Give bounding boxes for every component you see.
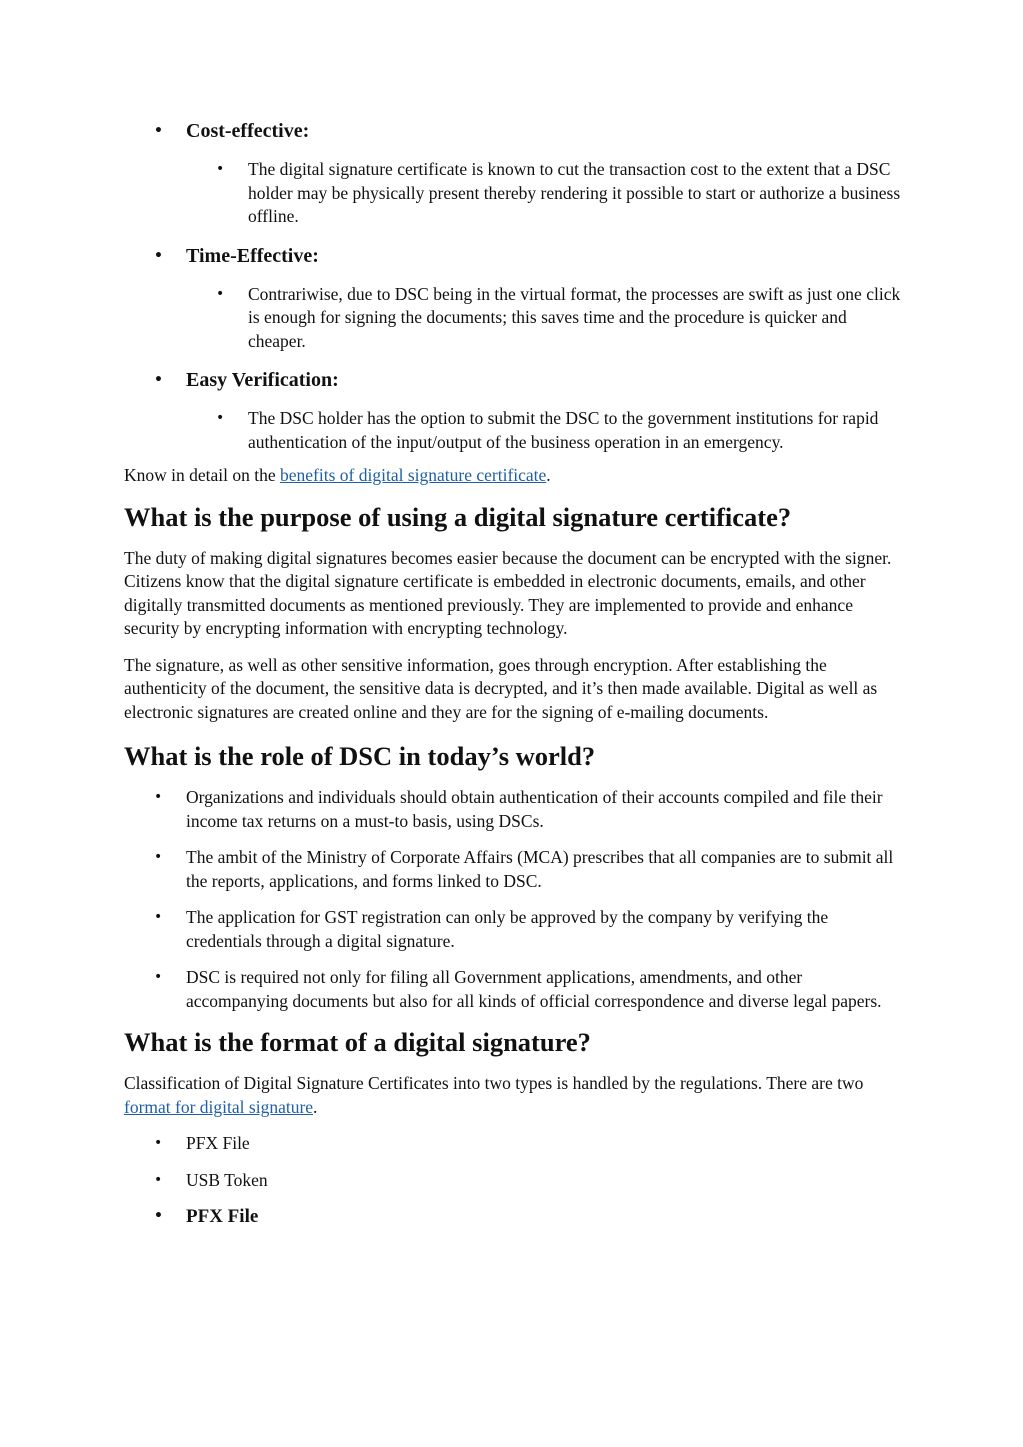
format-intro-prefix: Classification of Digital Signature Certificates into two types is handled by the regulations. There are two [124, 1073, 864, 1093]
format-list [124, 1132, 904, 1229]
role-list [124, 786, 904, 1013]
benefit-heading: Cost-effective: [186, 120, 310, 142]
format-intro-paragraph [124, 1072, 904, 1119]
know-more-suffix: . [546, 465, 551, 485]
format-link[interactable]: format for digital signature [124, 1096, 314, 1117]
purpose-paragraph: The signature, as well as other sensitive information, goes through encryption. After establishing the authenticity of the document, the sensitive data is decrypted, and it’s then made available. Digital as well as electronic signatures are created online and they are for the signing of e-mailing documents. [124, 654, 878, 722]
benefit-sublist [186, 283, 904, 354]
benefit-detail: • The digital signature certificate is known to cut the transaction cost to the extent that a DSC holder may be physically present thereby rendering it possible to start or authorize a business offline. [186, 158, 904, 229]
benefit-heading: Easy Verification: [186, 369, 339, 391]
purpose-paragraph: The duty of making digital signatures becomes easier because the document can be encrypted with the signer. Citizens know that the digital signature certificate is embedded in electronic documents, emails, and other digitally transmitted documents as mentioned previously. They are implemented to provide and enhance security by encrypting information with encrypting technology. [124, 547, 892, 638]
benefit-heading: Time-Effective: [186, 244, 319, 267]
format-heading: What is the format of a digital signature? [124, 1027, 591, 1057]
list-item: • DSC is required not only for filing all Government applications, amendments, and other accompanying documents but also for all kinds of official correspondence and diverse legal papers. [124, 966, 904, 1013]
list-item: • The ambit of the Ministry of Corporate Affairs (MCA) prescribes that all companies are to submit all the reports, applications, and forms linked to DSC. [124, 846, 904, 893]
benefit-item-verification [124, 367, 904, 454]
benefit-sublist [186, 407, 904, 454]
list-item: • Organizations and individuals should obtain authentication of their accounts compiled and file their income tax returns on a must-to basis, using DSCs. [124, 786, 904, 833]
list-item: • PFX File [124, 1132, 904, 1156]
benefits-list [124, 118, 904, 454]
format-intro-suffix: . [313, 1096, 318, 1117]
know-more-prefix: Know in detail on the [124, 465, 281, 485]
list-item: • USB Token [124, 1169, 904, 1193]
know-more-paragraph [124, 464, 904, 488]
benefit-item-cost [124, 118, 904, 229]
benefit-item-time [124, 243, 904, 354]
document-body [124, 118, 904, 1242]
benefit-sublist [186, 158, 904, 229]
benefits-link[interactable]: benefits of digital signature certificate [280, 465, 547, 485]
benefit-detail: • Contrariwise, due to DSC being in the virtual format, the processes are swift as just one click is enough for signing the documents; this saves time and the procedure is quicker and cheaper. [186, 283, 904, 354]
purpose-heading: What is the purpose of using a digital signature certificate? [124, 501, 792, 532]
list-item-bold: • PFX File [124, 1205, 904, 1229]
list-item: • The application for GST registration can only be approved by the company by verifying the credentials through a digital signature. [124, 906, 904, 953]
benefit-detail: • The DSC holder has the option to submit the DSC to the government institutions for rapid authentication of the input/output of the business operation in an emergency. [186, 407, 904, 454]
role-heading: What is the role of DSC in today’s world? [124, 741, 596, 771]
